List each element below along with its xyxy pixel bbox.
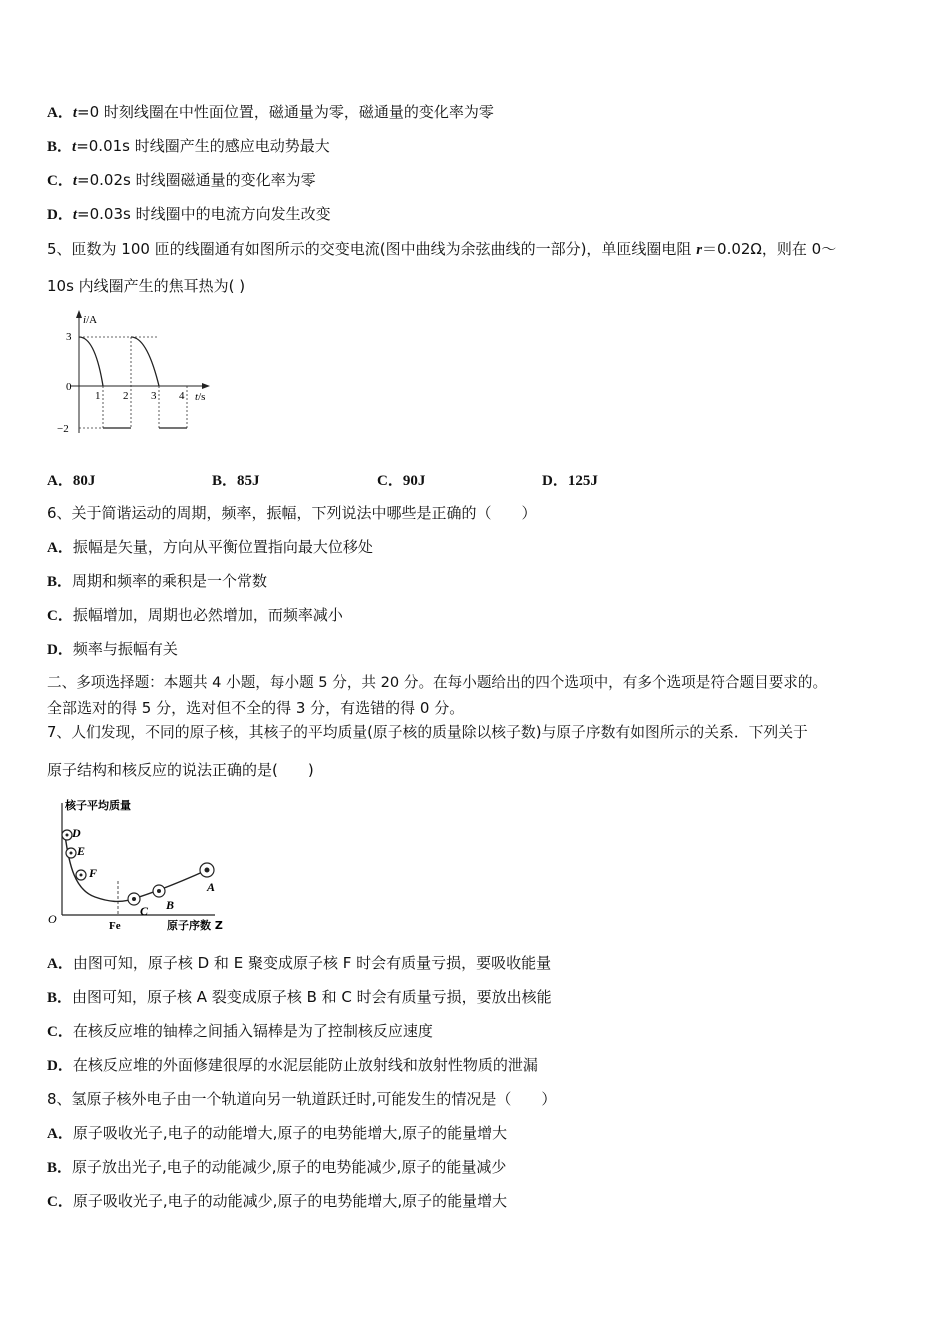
- q8-option-a: [47, 1123, 507, 1144]
- option-label: B．: [47, 990, 73, 1006]
- q5-stem-b: ＝0.02Ω，则在 0～: [702, 240, 837, 258]
- option-label: A．: [47, 956, 73, 972]
- option-text: =0.03s 时线圈中的电流方向发生改变: [77, 205, 331, 223]
- option-label: C．: [47, 1024, 73, 1040]
- q6-stem: 6、关于简谐运动的周期，频率，振幅，下列说法中哪些是正确的（ ）: [47, 504, 537, 522]
- var-r: r: [696, 242, 703, 258]
- option-label: B．: [47, 574, 73, 590]
- q4-option-a: [47, 102, 494, 123]
- option-text: 125J: [567, 473, 598, 489]
- point-f: [76, 870, 86, 880]
- option-text: 振幅增加，周期也必然增加，而频率减小: [72, 606, 343, 624]
- option-text: 85J: [237, 473, 260, 489]
- q6-option-d: [47, 639, 178, 660]
- x-tick-3: 3: [151, 390, 157, 402]
- x-tick-2: 2: [123, 390, 129, 402]
- cosine-curve-1: [79, 337, 103, 386]
- point-a: [200, 863, 214, 877]
- q7-option-b: [47, 987, 552, 1008]
- q7-nucleon-mass-graph: [45, 795, 235, 940]
- q4-option-c: [47, 170, 316, 191]
- point-c: [128, 893, 140, 905]
- option-label: A．: [47, 1126, 73, 1142]
- x-axis-label: t/s: [195, 391, 206, 403]
- fe-label: Fe: [109, 920, 121, 932]
- q7-option-a: [47, 953, 551, 974]
- x-axis-arrow: [202, 383, 210, 389]
- point-e: [66, 848, 76, 858]
- y-axis-arrow: [76, 310, 82, 318]
- option-label: A．: [47, 105, 73, 121]
- option-text: 频率与振幅有关: [72, 640, 178, 658]
- origin-label: 0: [66, 381, 72, 393]
- option-label: D．: [542, 473, 568, 489]
- option-label: D．: [47, 1058, 73, 1074]
- option-label: B．: [212, 473, 238, 489]
- cosine-curve-2: [131, 337, 159, 386]
- y-axis-label: 核子平均质量: [65, 799, 131, 812]
- q6-option-c: [47, 605, 343, 626]
- x-tick-1: 1: [95, 390, 101, 402]
- q6-option-a: [47, 537, 373, 558]
- q5-stem-a: 5、匝数为 100 匝的线圈通有如图所示的交变电流(图中曲线为余弦曲线的一部分)，单匝线圈电阻: [47, 240, 697, 258]
- q8-stem: 8、氢原子核外电子由一个轨道向另一轨道跃迁时,可能发生的情况是（ ）: [47, 1090, 557, 1108]
- q6-option-b: [47, 571, 267, 592]
- option-text: 在核反应堆的铀棒之间插入镉棒是为了控制核反应速度: [72, 1022, 433, 1040]
- label-a: A: [207, 880, 216, 894]
- option-text: 由图可知，原子核 A 裂变成原子核 B 和 C 时会有质量亏损，要放出核能: [72, 988, 552, 1006]
- q7-option-c: [47, 1021, 433, 1042]
- q5-choice-b: [212, 469, 260, 490]
- q5-choice-d: [542, 469, 598, 490]
- option-text: 90J: [402, 473, 426, 489]
- option-text: 在核反应堆的外面修建很厚的水泥层能防止放射线和放射性物质的泄漏: [72, 1056, 538, 1074]
- label-c: C: [140, 904, 149, 918]
- var-t: t: [72, 139, 77, 155]
- option-label: C．: [47, 1194, 73, 1210]
- option-label: C．: [377, 473, 403, 489]
- label-d: D: [72, 826, 81, 840]
- point-d: [62, 830, 72, 840]
- y-axis-label: i/A: [83, 314, 98, 326]
- q5-current-graph: [55, 308, 220, 438]
- q5-choices: [47, 469, 847, 489]
- q4-option-d: [47, 204, 331, 225]
- q8-option-c: [47, 1191, 507, 1212]
- option-label: D．: [47, 642, 73, 658]
- option-text: 80J: [72, 473, 96, 489]
- var-t: t: [72, 207, 78, 223]
- q8-option-b: [47, 1157, 506, 1178]
- q5-choice-a: [47, 469, 95, 490]
- q7-stem-line2: 原子结构和核反应的说法正确的是( ): [47, 761, 314, 779]
- option-label: B．: [47, 1160, 73, 1176]
- label-e: E: [77, 844, 86, 858]
- q7-option-d: [47, 1055, 538, 1076]
- q5-stem-line2: 10s 内线圈产生的焦耳热为( ): [47, 277, 246, 295]
- option-label: B．: [47, 139, 73, 155]
- var-t: t: [72, 105, 78, 121]
- option-text: 原子放出光子,电子的动能减少,原子的电势能减少,原子的能量减少: [72, 1158, 507, 1176]
- option-text: =0 时刻线圈在中性面位置，磁通量为零，磁通量的变化率为零: [77, 103, 494, 121]
- q4-option-b: [47, 136, 330, 157]
- q5-choice-c: [377, 469, 425, 490]
- label-f: F: [89, 866, 98, 880]
- section2-heading-line1: 二、多项选择题：本题共 4 小题，每小题 5 分，共 20 分。在每小题给出的四个选项中，有多个选项是符合题目要求的。: [47, 674, 828, 691]
- mass-curve: [65, 835, 207, 901]
- option-label: C．: [47, 608, 73, 624]
- q7-stem-line1: 7、人们发现，不同的原子核，其核子的平均质量(原子核的质量除以核子数)与原子序数有如图所示的关系．下列关于: [47, 724, 808, 741]
- x-axis-label: 原子序数 Z: [167, 919, 223, 932]
- point-b: [153, 885, 165, 897]
- option-text: 周期和频率的乘积是一个常数: [72, 572, 268, 590]
- q5-stem-line1: [47, 239, 836, 260]
- option-text: 振幅是矢量，方向从平衡位置指向最大位移处: [72, 538, 373, 556]
- option-text: =0.01s 时线圈产生的感应电动势最大: [76, 137, 330, 155]
- option-text: 由图可知，原子核 D 和 E 聚变成原子核 F 时会有质量亏损，要吸收能量: [72, 954, 552, 972]
- label-b: B: [166, 898, 175, 912]
- option-label: A．: [47, 540, 73, 556]
- section2-heading-line2: 全部选对的得 5 分，选对但不全的得 3 分，有选错的得 0 分。: [47, 699, 465, 717]
- option-label: D．: [47, 207, 73, 223]
- option-text: 原子吸收光子,电子的动能减少,原子的电势能增大,原子的能量增大: [72, 1192, 508, 1210]
- option-text: =0.02s 时线圈磁通量的变化率为零: [77, 171, 316, 189]
- x-tick-4: 4: [179, 390, 185, 402]
- var-t: t: [72, 173, 78, 189]
- option-label: A．: [47, 473, 73, 489]
- option-label: C．: [47, 173, 73, 189]
- option-text: 原子吸收光子,电子的动能增大,原子的电势能增大,原子的能量增大: [72, 1124, 508, 1142]
- origin-label: O: [48, 912, 57, 926]
- y-tick-neg2: −2: [57, 423, 69, 435]
- y-tick-3: 3: [66, 331, 72, 343]
